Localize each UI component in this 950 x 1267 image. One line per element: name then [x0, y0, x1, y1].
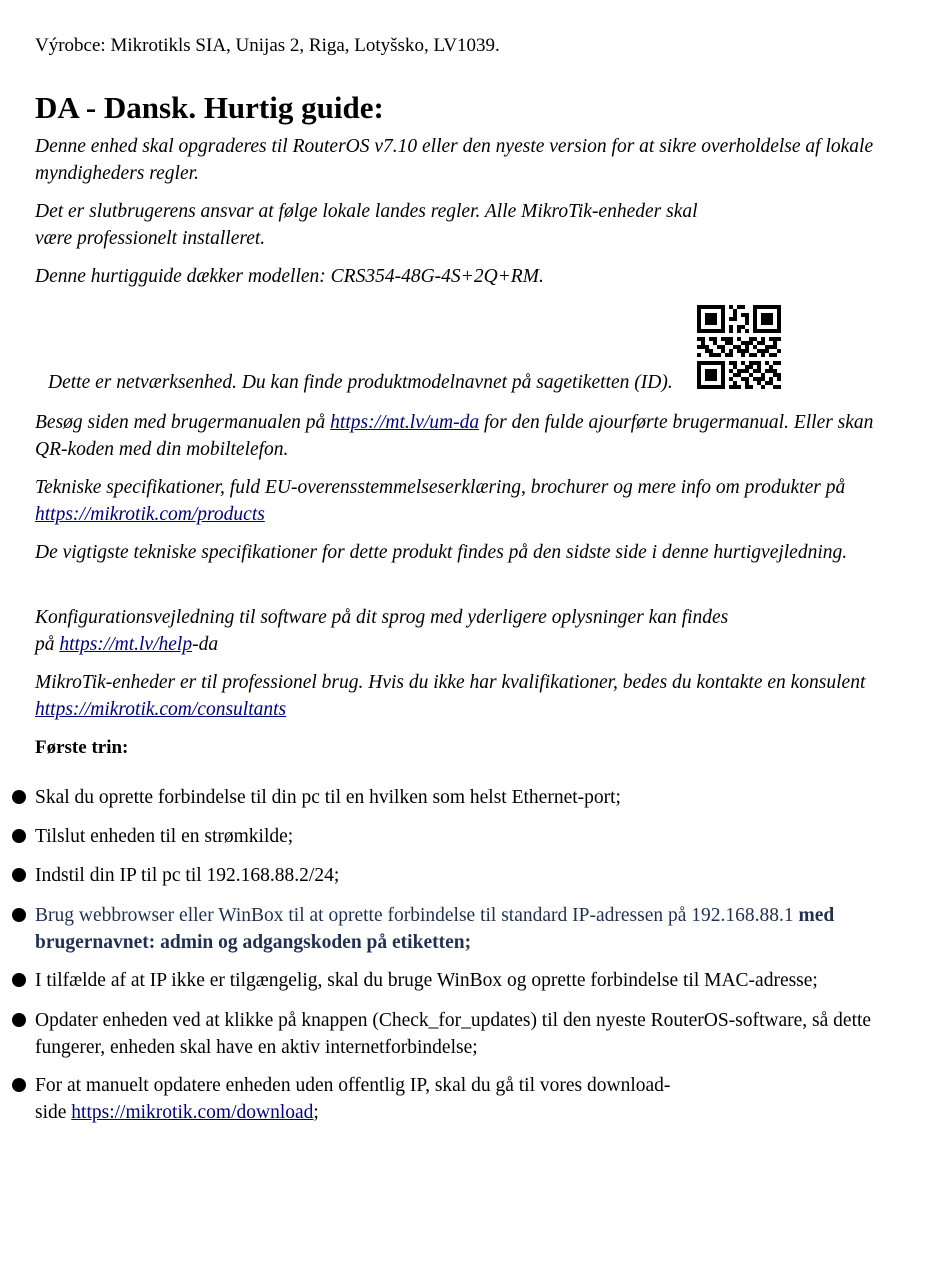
bullet-icon [12, 1013, 26, 1027]
list-item [35, 824, 895, 851]
paragraph-responsibility-line1: Det er slutbrugerens ansvar at følge lokale landes regler. Alle MikroTik-enheder skal [35, 201, 698, 222]
bullet-icon [12, 829, 26, 843]
paragraph-products-text: Tekniske specifikationer, fuld EU-overensstemmelseserklæring, brochurer og mere info om produkter på [35, 477, 846, 498]
products-link[interactable]: https://mikrotik.com/products [35, 503, 265, 525]
paragraph-config-guide-post: -da [192, 633, 219, 655]
paragraph-model: Denne hurtigguide dækker modellen: CRS354-48G-4S+2Q+RM. [35, 266, 544, 287]
paragraph-products [35, 475, 895, 528]
consultants-link[interactable]: https://mikrotik.com/consultants [35, 698, 287, 720]
paragraph-consultants [35, 670, 895, 723]
paragraph-consultants-text: MikroTik-enheder er til professionel brug. Hvis du ikke har kvalifikationer, bedes du kontakte en konsulent [35, 672, 866, 693]
list-item-text: For at manuelt opdatere enheden uden offentlig IP, skal du gå til vores download- [35, 1075, 671, 1096]
list-item [35, 903, 895, 956]
paragraph-user-manual-text-after: for den fulde ajourførte brugermanual. Eller skan QR-koden med din mobiltelefon. [35, 412, 874, 460]
qr-code-icon [697, 305, 781, 389]
paragraph-config-guide-pre: på [35, 633, 60, 655]
bullet-icon [12, 868, 26, 882]
help-link[interactable]: https://mt.lv/help [59, 633, 193, 655]
paragraph-responsibility-line2: være professionelt installeret. [35, 227, 266, 249]
list-item-text: Tilslut enheden til en strømkilde; [35, 826, 294, 847]
list-item-text: Indstil din IP til pc til 192.168.88.2/24; [35, 865, 340, 886]
list-item-text: Brug webbrowser eller WinBox til at oprette forbindelse til standard IP-adressen på 192.168.88.1 [35, 905, 799, 926]
download-link[interactable]: https://mikrotik.com/download [71, 1101, 314, 1123]
list-item-bold-text: med brugernavnet: admin og adgangskoden på etiketten; [35, 905, 835, 953]
paragraph-network-device: Dette er netværksenhed. Du kan finde produktmodelnavnet på sagetiketten (ID). [48, 372, 673, 393]
list-item [35, 1073, 895, 1126]
paragraph-user-manual-text: Besøg siden med brugermanualen på [35, 412, 331, 433]
list-item [35, 1008, 895, 1061]
paragraph-user-manual [35, 410, 895, 463]
paragraph-specs: De vigtigste tekniske specifikationer for dette produkt findes på den sidste side i denne hurtigvejledning. [35, 542, 848, 563]
paragraph-upgrade: Denne enhed skal opgraderes til RouterOS v7.10 eller den nyeste version for at sikre overholdelse af lokale myndigheders regler. [35, 136, 874, 184]
list-item-text-pre: side [35, 1101, 72, 1123]
list-item-text-post: ; [313, 1101, 319, 1123]
list-item-text: I tilfælde af at IP ikke er tilgængelig, skal du bruge WinBox og oprette forbindelse til MAC-adresse; [35, 970, 818, 991]
bullet-icon [12, 1078, 26, 1092]
list-item [35, 785, 895, 812]
bullet-icon [12, 908, 26, 922]
bullet-icon [12, 973, 26, 987]
paragraph-config-guide [35, 605, 895, 658]
bullet-icon [12, 790, 26, 804]
list-item [35, 968, 895, 995]
manufacturer-line: Výrobce: Mikrotikls SIA, Unijas 2, Riga, Lotyšsko, LV1039. [35, 35, 500, 56]
user-manual-link[interactable]: https://mt.lv/um-da [330, 412, 480, 433]
paragraph-config-guide-line1: Konfigurationsvejledning til software på dit sprog med yderligere oplysninger kan findes [35, 607, 729, 628]
list-item-text: Skal du oprette forbindelse til din pc til en hvilken som helst Ethernet-port; [35, 787, 621, 808]
list-item [35, 863, 895, 890]
paragraph-responsibility [35, 199, 895, 252]
first-steps-heading: Første trin: [35, 737, 129, 758]
page-title: DA - Dansk. Hurtig guide: [35, 90, 384, 125]
list-item-text: Opdater enheden ved at klikke på knappen (Check_for_updates) til den nyeste RouterOS-software, så dette fungerer, enheden skal have en aktiv internetforbindelse; [35, 1010, 872, 1058]
